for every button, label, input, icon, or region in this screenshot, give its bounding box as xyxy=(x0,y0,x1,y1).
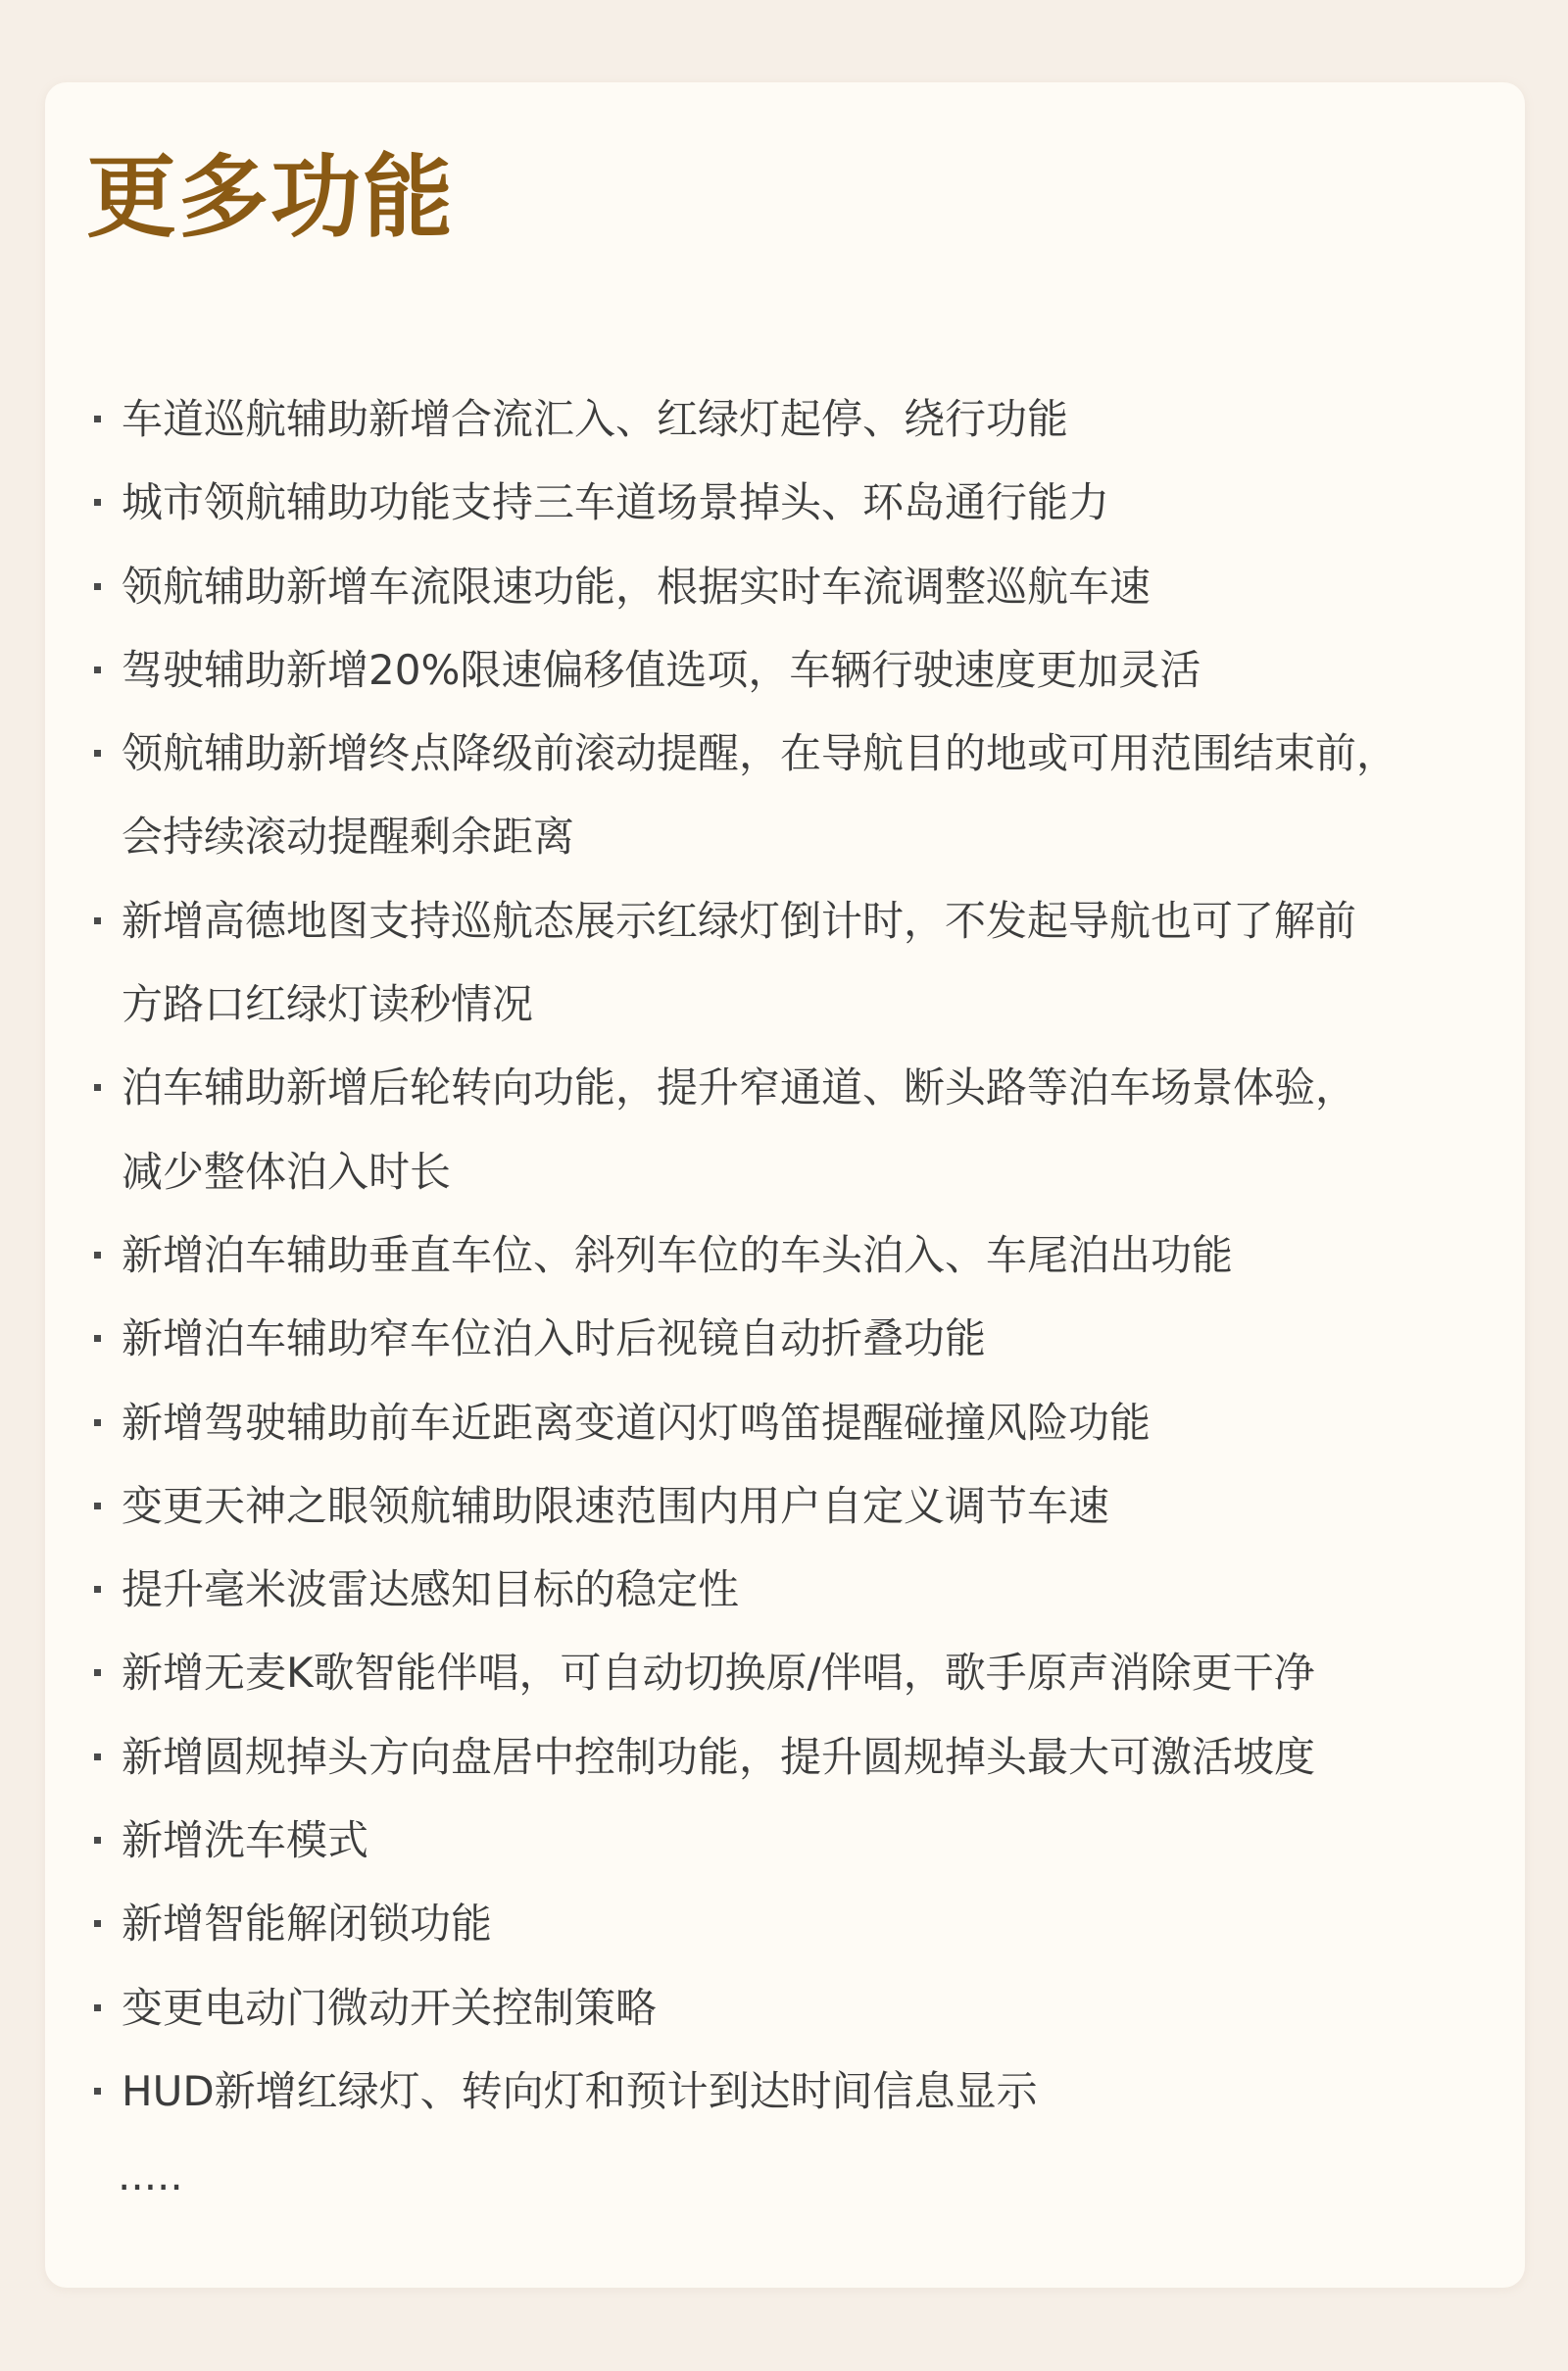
list-item xyxy=(49,1464,1490,1548)
list-item-text: 减少整体泊入时长 xyxy=(122,1147,452,1196)
list-item-text: 新增泊车辅助垂直车位、斜列车位的车头泊入、车尾泊出功能 xyxy=(122,1230,1234,1279)
list-item xyxy=(49,879,1490,1047)
bullet-icon xyxy=(94,1335,101,1342)
more-ellipsis: ..... xyxy=(118,2151,183,2199)
list-item-text: 变更电动门微动开关控制策略 xyxy=(122,1983,658,2032)
bullet-icon xyxy=(94,2004,101,2011)
list-item-text: 泊车辅助新增后轮转向功能，提升窄通道、断头路等泊车场景体验， xyxy=(122,1063,1357,1112)
list-item xyxy=(49,1882,1490,1965)
list-item xyxy=(49,545,1490,628)
list-item-text: 新增圆规掉头方向盘居中控制功能，提升圆规掉头最大可激活坡度 xyxy=(122,1732,1316,1781)
list-item-text: 会持续滚动提醒剩余距离 xyxy=(122,813,575,862)
list-item xyxy=(49,1548,1490,1631)
list-item-text: 新增泊车辅助窄车位泊入时后视镜自动折叠功能 xyxy=(122,1314,987,1363)
list-item-text: HUD新增红绿灯、转向灯和预计到达时间信息显示 xyxy=(122,2066,1038,2115)
list-item-text: 城市领航辅助功能支持三车道场景掉头、环岛通行能力 xyxy=(122,478,1110,527)
list-item xyxy=(49,1799,1490,1882)
bullet-icon xyxy=(94,1920,101,1927)
list-item xyxy=(49,1631,1490,1714)
bullet-icon xyxy=(94,416,101,422)
list-item-text: 新增智能解闭锁功能 xyxy=(122,1900,493,1949)
bullet-icon xyxy=(94,1252,101,1259)
feature-list xyxy=(49,377,1490,2133)
bullet-icon xyxy=(94,1419,101,1426)
list-item-text: 方路口红绿灯读秒情况 xyxy=(122,980,534,1029)
list-item xyxy=(49,1297,1490,1380)
list-item xyxy=(49,712,1490,879)
list-item-text: 新增高德地图支持巡航态展示红绿灯倒计时，不发起导航也可了解前 xyxy=(122,896,1357,945)
bullet-icon xyxy=(94,1837,101,1844)
bullet-icon xyxy=(94,1586,101,1593)
page-title: 更多功能 xyxy=(86,145,456,250)
list-item-text: 驾驶辅助新增20%限速偏移值选项，车辆行驶速度更加灵活 xyxy=(122,645,1201,694)
bullet-icon xyxy=(94,1503,101,1509)
list-item xyxy=(49,1966,1490,2050)
bullet-icon xyxy=(94,499,101,506)
list-item-text: 车道巡航辅助新增合流汇入、红绿灯起停、绕行功能 xyxy=(122,395,1069,443)
list-item xyxy=(49,1213,1490,1297)
bullet-icon xyxy=(94,667,101,673)
bullet-icon xyxy=(94,1084,101,1091)
bullet-icon xyxy=(94,583,101,590)
bullet-icon xyxy=(94,1669,101,1676)
list-item-text: 提升毫米波雷达感知目标的稳定性 xyxy=(122,1565,740,1614)
bullet-icon xyxy=(94,1754,101,1760)
list-item xyxy=(49,461,1490,544)
list-item xyxy=(49,2050,1490,2133)
list-item xyxy=(49,1715,1490,1799)
list-item xyxy=(49,1046,1490,1213)
list-item-text: 新增洗车模式 xyxy=(122,1816,369,1865)
bullet-icon xyxy=(94,2088,101,2095)
list-item-text: 新增无麦K歌智能伴唱，可自动切换原/伴唱，歌手原声消除更干净 xyxy=(122,1649,1315,1698)
list-item-text: 领航辅助新增终点降级前滚动提醒，在导航目的地或可用范围结束前， xyxy=(122,729,1398,778)
list-item xyxy=(49,1381,1490,1464)
bullet-icon xyxy=(94,750,101,757)
list-item xyxy=(49,628,1490,712)
list-item-text: 新增驾驶辅助前车近距离变道闪灯鸣笛提醒碰撞风险功能 xyxy=(122,1398,1152,1447)
list-item-text: 领航辅助新增车流限速功能，根据实时车流调整巡航车速 xyxy=(122,562,1152,611)
list-item xyxy=(49,377,1490,461)
list-item-text: 变更天神之眼领航辅助限速范围内用户自定义调节车速 xyxy=(122,1481,1110,1530)
bullet-icon xyxy=(94,917,101,924)
